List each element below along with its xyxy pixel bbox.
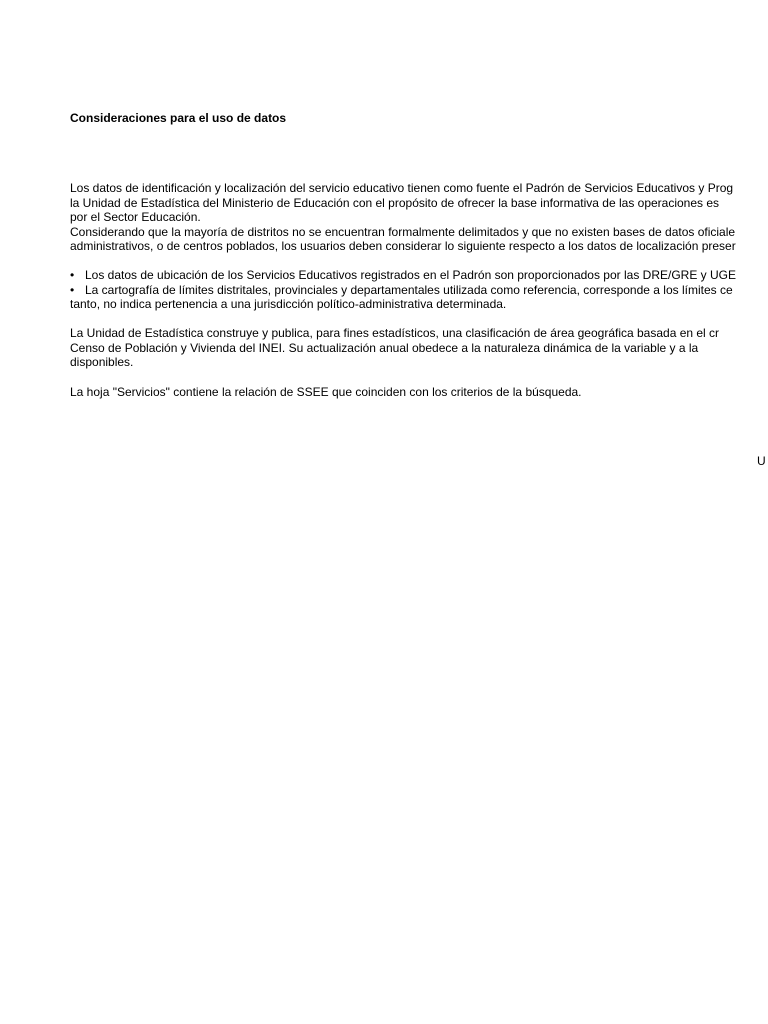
bullet-icon: • [70, 282, 75, 297]
bullet-text: La cartografía de límites distritales, provinciales y departamentales utilizada como referencia, corresponde a los límites ce [85, 282, 733, 297]
truncated-signature-text: U [757, 454, 766, 468]
document-title: Consideraciones para el uso de datos [70, 111, 287, 125]
paragraph-line: Considerando que la mayoría de distritos no se encuentran formalmente delimitados y que no existen bases de datos oficiale [70, 224, 736, 239]
paragraph-line: Censo de Población y Vivienda del INEI. Su actualización anual obedece a la naturaleza dinámica de la variable y a la [70, 340, 699, 355]
paragraph-line: disponibles. [70, 355, 134, 369]
paragraph-line: por el Sector Educación. [70, 210, 201, 224]
bullet-continuation: tanto, no indica pertenencia a una jurisdicción político-administrativa determinada. [70, 297, 507, 311]
paragraph-line: La hoja "Servicios" contiene la relación de SSEE que coinciden con los criterios de la búsqueda. [70, 385, 582, 399]
paragraph-line: Los datos de identificación y localización del servicio educativo tienen como fuente el Padrón de Servicios Educativos y Prog [70, 181, 734, 195]
paragraph-source [70, 181, 736, 254]
paragraph-line: La Unidad de Estadística construye y publica, para fines estadísticos, una clasificación de área geográfica basada en el cr [70, 326, 720, 340]
paragraph-servicios-sheet [70, 385, 582, 400]
bullet-icon: • [70, 268, 75, 282]
bullet-text: Los datos de ubicación de los Servicios Educativos registrados en el Padrón son proporcionados por las DRE/GRE y UGE [85, 268, 737, 282]
bullet-item [70, 283, 736, 298]
bullet-item [70, 268, 736, 283]
paragraph-line: la Unidad de Estadística del Ministerio de Educación con el propósito de ofrecer la base informativa de las operaciones es [70, 195, 720, 210]
paragraph-classification [70, 326, 719, 370]
paragraph-line: administrativos, o de centros poblados, los usuarios deben considerar lo siguiente respecto a los datos de localización preser [70, 239, 736, 253]
bullet-list [70, 268, 736, 312]
